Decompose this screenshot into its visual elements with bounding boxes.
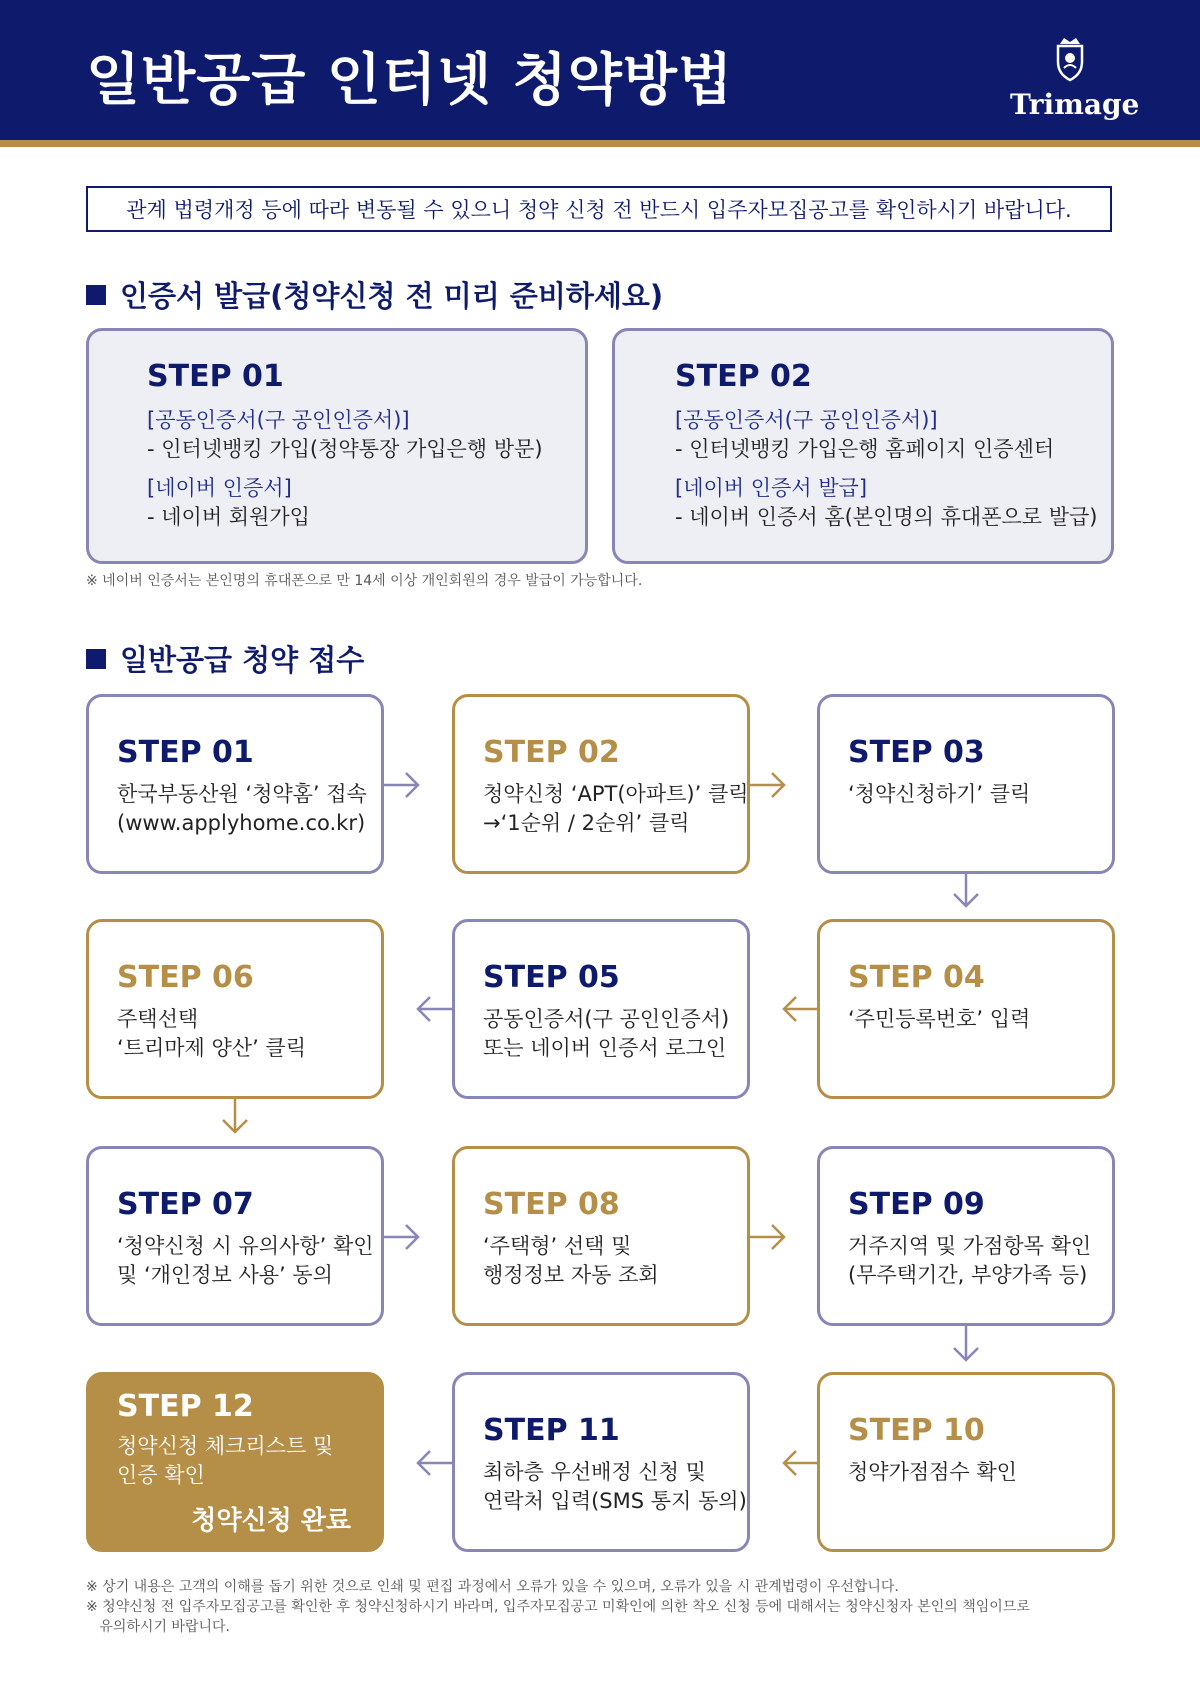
step-text: 및 ‘개인정보 사용’ 동의 bbox=[117, 1263, 333, 1287]
step-card bbox=[817, 694, 1115, 874]
step-card-final bbox=[86, 1372, 384, 1552]
step-text: 행정정보 자동 조회 bbox=[483, 1263, 659, 1287]
section-title: 일반공급 청약 접수 bbox=[120, 643, 365, 677]
step-text: (무주택기간, 부양가족 등) bbox=[848, 1263, 1088, 1287]
cert-label: [공동인증서(구 공인인증서)] bbox=[147, 408, 410, 432]
cert-footnote: ※ 네이버 인증서는 본인명의 휴대폰으로 만 14세 이상 개인회원의 경우 발급이 가능합니다. bbox=[86, 573, 643, 589]
cert-label: [공동인증서(구 공인인증서)] bbox=[675, 408, 938, 432]
step-text: 거주지역 및 가점항목 확인 bbox=[848, 1234, 1092, 1258]
disclaimer-line: 유의하시기 바랍니다. bbox=[86, 1619, 230, 1635]
step-text: ‘주택형’ 선택 및 bbox=[483, 1234, 632, 1258]
arrow-right-icon bbox=[750, 770, 786, 800]
square-bullet-icon bbox=[86, 649, 106, 669]
arrow-down-icon bbox=[951, 872, 981, 910]
arrow-left-icon bbox=[782, 994, 818, 1024]
step-text: 청약신청 ‘APT(아파트)’ 클릭 bbox=[483, 782, 749, 806]
arrow-down-icon bbox=[220, 1098, 250, 1136]
complete-label: 청약신청 완료 bbox=[191, 1506, 351, 1536]
step-title: STEP 04 bbox=[848, 960, 985, 995]
disclaimer-line: ※ 청약신청 전 입주자모집공고를 확인한 후 청약신청하시기 바라며, 입주자모집공고 미확인에 의한 착오 신청 등에 대해서는 청약신청자 본인의 책임이므로 bbox=[86, 1599, 1030, 1615]
cert-label: [네이버 인증서 발급] bbox=[675, 476, 868, 500]
step-text: 한국부동산원 ‘청약홈’ 접속 bbox=[117, 782, 367, 806]
step-text: ‘청약신청 시 유의사항’ 확인 bbox=[117, 1234, 374, 1258]
step-card bbox=[817, 919, 1115, 1099]
page-title: 일반공급 인터넷 청약방법 bbox=[86, 48, 734, 113]
section-title: 인증서 발급(청약신청 전 미리 준비하세요) bbox=[120, 279, 664, 313]
step-text: 주택선택 bbox=[117, 1007, 199, 1031]
section-heading-cert bbox=[86, 274, 663, 315]
square-bullet-icon bbox=[86, 285, 106, 305]
step-card bbox=[452, 1372, 750, 1552]
step-text: ‘주민등록번호’ 입력 bbox=[848, 1007, 1031, 1031]
step-text: (www.applyhome.co.kr) bbox=[117, 811, 366, 835]
step-card bbox=[452, 694, 750, 874]
brand-logo bbox=[1010, 36, 1140, 126]
step-title: STEP 08 bbox=[483, 1187, 620, 1222]
arrow-left-icon bbox=[416, 1448, 452, 1478]
header-bar bbox=[0, 0, 1200, 140]
arrow-down-icon bbox=[951, 1326, 981, 1364]
arrow-right-icon bbox=[750, 1222, 786, 1252]
step-title: STEP 12 bbox=[117, 1389, 254, 1424]
step-title: STEP 10 bbox=[848, 1413, 985, 1448]
arrow-left-icon bbox=[416, 994, 452, 1024]
step-title: STEP 11 bbox=[483, 1413, 620, 1448]
step-text: ‘트리마제 양산’ 클릭 bbox=[117, 1036, 306, 1060]
arrow-right-icon bbox=[384, 770, 420, 800]
step-text: 또는 네이버 인증서 로그인 bbox=[483, 1036, 727, 1060]
step-text: 인증 확인 bbox=[117, 1463, 205, 1487]
cert-label: [네이버 인증서] bbox=[147, 476, 292, 500]
section-heading-apply bbox=[86, 638, 364, 679]
step-title: STEP 01 bbox=[117, 735, 254, 770]
step-title: STEP 09 bbox=[848, 1187, 985, 1222]
step-text: 공동인증서(구 공인인증서) bbox=[483, 1007, 730, 1031]
step-title: STEP 02 bbox=[675, 359, 812, 394]
step-text: 청약신청 체크리스트 및 bbox=[117, 1434, 334, 1458]
cert-desc: - 인터넷뱅킹 가입(청약통장 가입은행 방문) bbox=[147, 437, 543, 461]
step-title: STEP 06 bbox=[117, 960, 254, 995]
step-title: STEP 03 bbox=[848, 735, 985, 770]
step-title: STEP 02 bbox=[483, 735, 620, 770]
cert-desc: - 인터넷뱅킹 가입은행 홈페이지 인증센터 bbox=[675, 437, 1055, 461]
header-gold-stripe bbox=[0, 140, 1200, 147]
cert-step-card bbox=[612, 328, 1114, 564]
step-card bbox=[86, 694, 384, 874]
step-card bbox=[86, 919, 384, 1099]
step-text: ‘청약신청하기’ 클릭 bbox=[848, 782, 1031, 806]
step-card bbox=[817, 1146, 1115, 1326]
step-text: 연락처 입력(SMS 통지 동의) bbox=[483, 1489, 747, 1513]
arrow-right-icon bbox=[384, 1222, 420, 1252]
step-text: →‘1순위 / 2순위’ 클릭 bbox=[483, 811, 690, 835]
step-title: STEP 07 bbox=[117, 1187, 254, 1222]
step-card bbox=[86, 1146, 384, 1326]
logo-wordmark: Trimage bbox=[1010, 88, 1140, 121]
step-text: 최하층 우선배정 신청 및 bbox=[483, 1460, 706, 1484]
arrow-left-icon bbox=[782, 1448, 818, 1478]
step-text: 청약가점점수 확인 bbox=[848, 1460, 1017, 1484]
step-card bbox=[452, 919, 750, 1099]
step-title: STEP 01 bbox=[147, 359, 284, 394]
cert-desc: - 네이버 회원가입 bbox=[147, 505, 310, 529]
notice-box: 관계 법령개정 등에 따라 변동될 수 있으니 청약 신청 전 반드시 입주자모집공고를 확인하시기 바랍니다. bbox=[86, 186, 1112, 232]
cert-step-card bbox=[86, 328, 588, 564]
step-card bbox=[452, 1146, 750, 1326]
step-title: STEP 05 bbox=[483, 960, 620, 995]
step-card bbox=[817, 1372, 1115, 1552]
disclaimer-line: ※ 상기 내용은 고객의 이해를 돕기 위한 것으로 인쇄 및 편집 과정에서 오류가 있을 수 있으며, 오류가 있을 시 관계법령이 우선합니다. bbox=[86, 1579, 899, 1595]
crest-icon bbox=[1050, 36, 1090, 82]
cert-desc: - 네이버 인증서 홈(본인명의 휴대폰으로 발급) bbox=[675, 505, 1098, 529]
